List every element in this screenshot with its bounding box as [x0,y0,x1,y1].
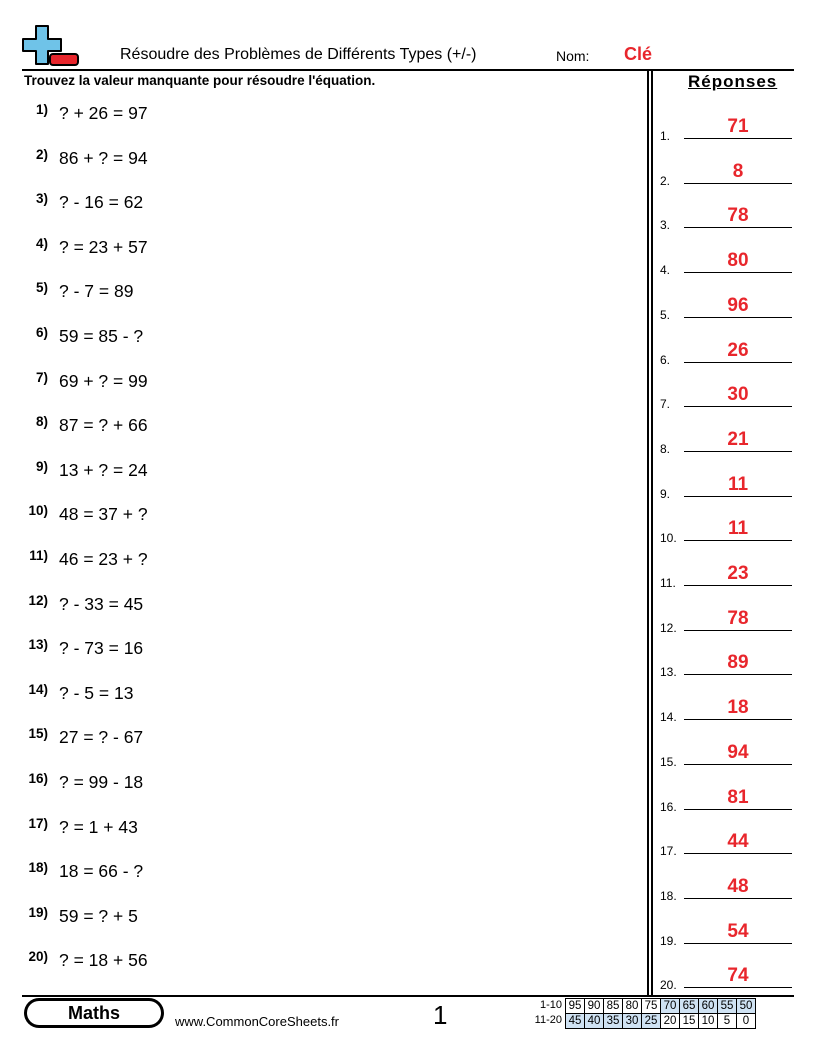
answer-number: 4. [660,263,671,278]
subject-badge [24,998,164,1028]
answer-value: 89 [727,652,749,674]
problem-number: 2) [35,146,48,162]
problem-equation: ? = 18 + 56 [59,950,148,971]
answer-value: 44 [727,831,749,853]
problem-item [0,637,640,667]
problem-equation: ? - 73 = 16 [59,638,144,659]
problem-equation: 86 + ? = 94 [59,147,148,168]
problem-number: 4) [35,235,48,251]
problem-equation: ? = 23 + 57 [59,236,148,257]
answer-number: 18. [660,888,677,903]
answer-line [684,764,792,765]
answer-line [684,898,792,899]
page-number: 1 [433,1000,448,1030]
answer-line [684,630,792,631]
score-row-labels [520,998,562,1028]
problem-item [0,191,640,221]
answer-item [660,552,795,592]
answer-line [684,183,792,184]
problem-item [0,236,640,266]
answer-value: 81 [727,786,749,808]
answer-item [660,597,795,637]
score-cell: 85 [604,999,623,1014]
answers-heading: Réponses [688,72,778,91]
answer-line [684,674,792,675]
answer-value: 21 [727,428,749,450]
answer-item [660,865,795,905]
answer-value: 94 [727,741,749,763]
score-cell: 35 [604,1014,623,1029]
answer-line [684,987,792,988]
answer-item [660,239,795,279]
answer-number: 7. [660,397,671,412]
problem-number: 18) [28,860,48,876]
problem-equation: 18 = 66 - ? [59,861,144,882]
answer-item [660,373,795,413]
answer-line [684,362,792,363]
score-cell: 65 [680,999,699,1014]
answer-line [684,719,792,720]
problem-number: 17) [28,815,48,831]
answer-value: 71 [727,116,749,137]
problem-item [0,771,640,801]
problem-number: 8) [35,414,48,430]
answer-value: 74 [727,965,749,987]
problem-number: 15) [28,726,48,742]
problem-number: 6) [35,325,48,340]
problem-number: 1) [35,102,48,117]
answer-number: 10. [660,531,677,546]
problem-equation: 59 = ? + 5 [59,905,138,926]
answer-value: 26 [727,339,749,361]
score-row [566,999,756,1014]
score-row-label: 11-20 [534,1014,562,1026]
score-cell: 70 [661,999,680,1014]
problem-item [0,325,640,355]
answer-item [660,194,795,234]
problem-number: 13) [28,637,48,653]
answer-value: 23 [727,563,749,584]
problem-equation: ? - 16 = 62 [59,192,144,213]
answer-line [684,406,792,407]
score-cell: 80 [623,999,642,1014]
problem-equation: ? - 33 = 45 [59,593,144,614]
score-cell: 0 [737,1014,756,1029]
problem-equation: 87 = ? + 66 [59,415,148,436]
score-cell: 90 [585,999,604,1014]
answer-number: 2. [660,173,671,188]
answer-item [660,820,795,860]
score-cell: 45 [566,1014,585,1029]
answer-number: 12. [660,620,677,635]
problem-equation: ? = 1 + 43 [59,816,138,837]
problem-item [0,280,640,310]
score-cell: 60 [699,999,718,1014]
score-cell: 95 [566,999,585,1014]
problem-number: 19) [28,904,48,920]
answer-number: 15. [660,754,677,769]
column-divider-left [647,69,649,996]
problem-item [0,459,640,489]
answer-item [660,418,795,458]
answer-item [660,776,795,816]
score-cell: 50 [737,999,756,1014]
score-cell: 75 [642,999,661,1014]
answer-value: 18 [727,697,749,719]
problem-number: 20) [28,949,48,965]
problem-equation: 59 = 85 - ? [59,326,144,346]
problem-number: 12) [28,592,48,608]
problem-equation: 27 = ? - 67 [59,727,144,748]
answer-number: 11. [660,576,676,590]
answer-line [684,317,792,318]
problem-equation: 69 + ? = 99 [59,370,148,391]
problem-equation: ? - 7 = 89 [59,281,134,302]
score-cell: 10 [699,1014,718,1029]
name-label: Nom: [556,48,590,64]
answer-value: 78 [727,205,749,227]
problem-number: 7) [35,369,48,385]
answer-item [660,507,795,547]
answer-number: 17. [660,844,677,859]
answer-number: 5. [660,307,671,322]
answer-item [660,329,795,369]
answer-key-label: Clé [624,44,653,64]
problem-item [0,726,640,756]
answer-number: 6. [660,352,671,367]
answer-item [660,686,795,726]
instructions: Trouvez la valeur manquante pour résoudre l'équation. [24,73,376,88]
answer-value: 30 [727,384,749,406]
answer-number: 14. [660,710,677,725]
answer-item [660,641,795,681]
problem-equation: 13 + ? = 24 [59,459,148,480]
answer-number: 19. [660,933,677,948]
column-divider-right [651,69,653,996]
problem-item [0,816,640,846]
answer-value: 96 [727,294,749,316]
problem-item [0,860,640,890]
answer-line [684,451,792,452]
answer-value: 11 [727,473,749,495]
problem-item [0,548,640,578]
answer-value: 48 [727,875,749,897]
score-cell: 30 [623,1014,642,1029]
answer-line [684,138,792,139]
problem-number: 10) [28,503,48,519]
score-cell: 25 [642,1014,661,1029]
problem-item [0,102,640,132]
answer-number: 1. [660,129,671,143]
problem-number: 16) [28,771,48,786]
problem-equation: ? - 5 = 13 [59,682,134,703]
problem-item [0,905,640,935]
problem-equation: 48 = 37 + ? [59,504,148,525]
plus-minus-logo-icon [22,25,80,67]
footer-rule [22,995,794,997]
score-cell: 5 [718,1014,737,1029]
answer-number: 8. [660,441,671,456]
site-url: www.CommonCoreSheets.fr [175,1014,339,1029]
answer-line [684,227,792,228]
score-cell: 20 [661,1014,680,1029]
answer-number: 13. [660,665,677,680]
answer-number: 9. [660,486,671,501]
problem-equation: 46 = 23 + ? [59,549,148,569]
answer-number: 3. [660,218,671,233]
answer-number: 20. [660,978,677,993]
answer-line [684,943,792,944]
score-row [566,1014,756,1029]
answer-number: 16. [660,799,677,814]
answer-line [684,272,792,273]
problem-number: 14) [28,681,48,697]
answer-item [660,463,795,503]
answer-value: 54 [727,920,749,942]
problem-equation: ? + 26 = 97 [59,103,148,123]
problem-item [0,593,640,623]
problem-item [0,949,640,979]
answer-line [684,809,792,810]
problem-equation: ? = 99 - 18 [59,772,144,792]
answer-item [660,731,795,771]
problem-number: 5) [35,280,48,296]
answer-line [684,585,792,586]
answer-item [660,150,795,190]
problem-number: 9) [35,458,48,474]
worksheet-title: Résoudre des Problèmes de Différents Types (+/-) [120,46,477,63]
problem-item [0,682,640,712]
score-row-label: 1-10 [539,999,562,1011]
problem-item [0,147,640,177]
answer-item [660,105,795,145]
answer-line [684,496,792,497]
answer-line [684,853,792,854]
answer-value: 11 [727,518,749,540]
problem-item [0,414,640,444]
score-cell: 55 [718,999,737,1014]
problem-number: 11) [29,548,48,563]
answer-item [660,954,795,994]
score-cell: 40 [585,1014,604,1029]
problem-item [0,503,640,533]
score-table [565,998,756,1029]
answer-value: 8 [732,160,744,182]
problem-number: 3) [35,191,48,207]
answer-item [660,910,795,950]
problem-item [0,370,640,400]
answer-value: 78 [727,607,749,629]
header-rule [22,69,794,71]
subject-label: Maths [27,1001,161,1025]
answer-item [660,284,795,324]
score-cell: 15 [680,1014,699,1029]
answer-value: 80 [727,250,749,272]
answer-line [684,540,792,541]
